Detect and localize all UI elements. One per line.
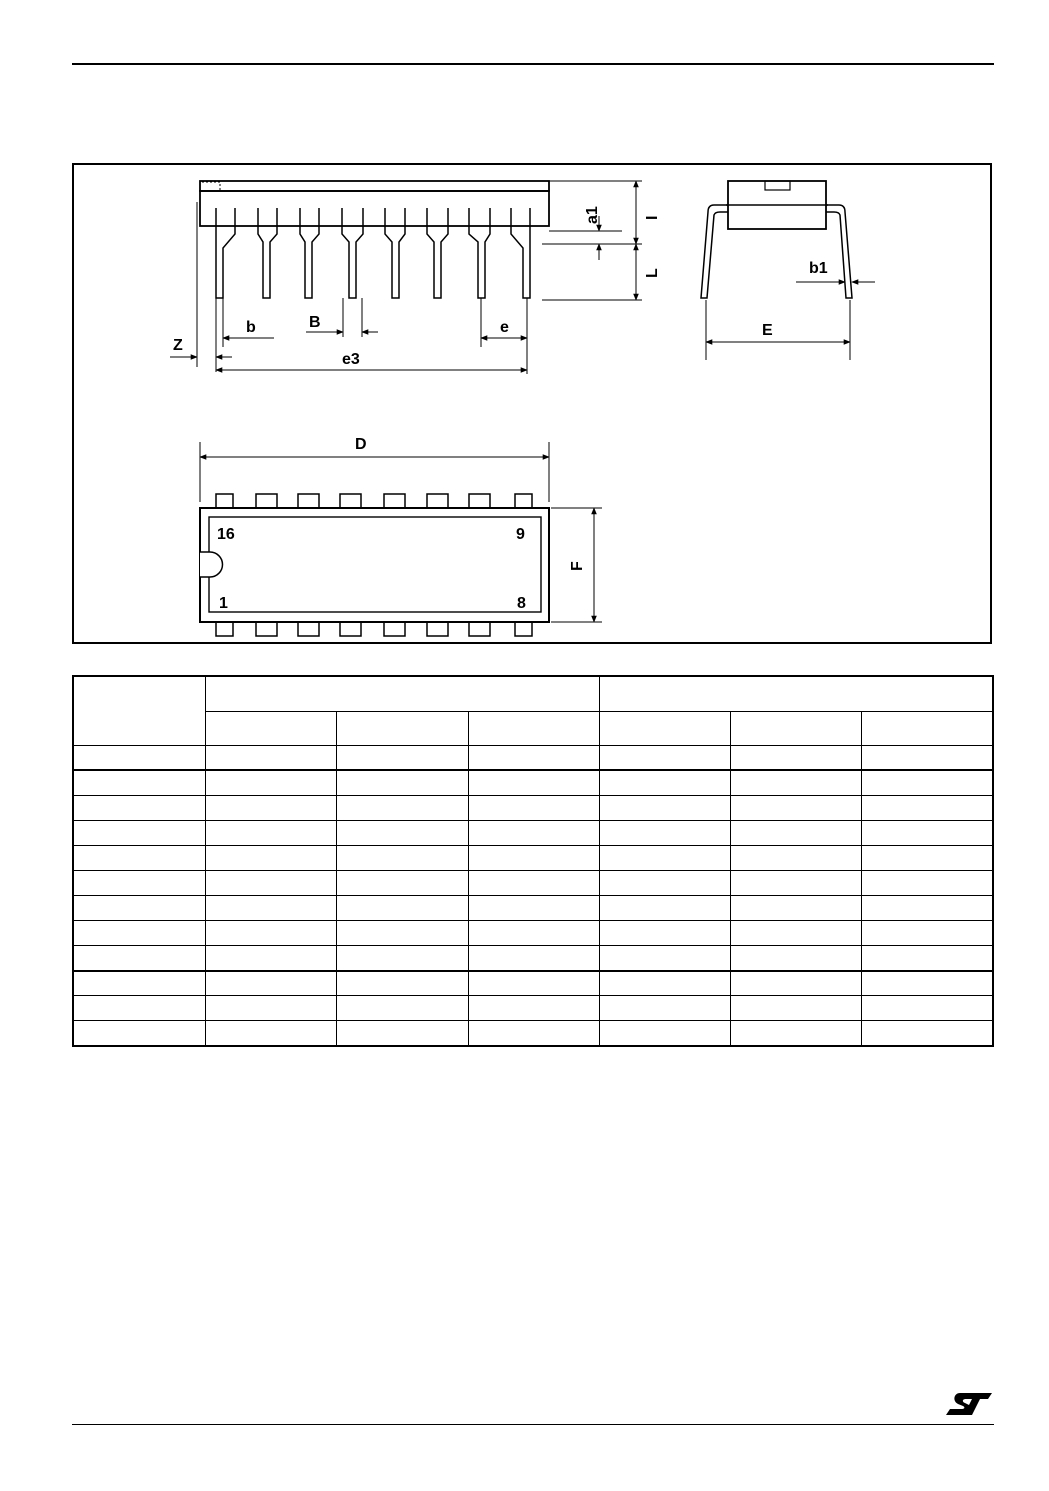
dim-symbol-cell bbox=[73, 896, 206, 921]
dim-label-b: b bbox=[246, 319, 256, 336]
dim-symbol-cell bbox=[73, 996, 206, 1021]
dim-value-cell bbox=[468, 921, 599, 946]
pin-label-9: 9 bbox=[516, 526, 525, 543]
dim-value-cell bbox=[862, 946, 993, 971]
dim-value-cell bbox=[206, 946, 337, 971]
sub-header bbox=[862, 711, 993, 745]
dim-value-cell bbox=[731, 845, 862, 870]
dim-symbol-cell bbox=[73, 1021, 206, 1046]
sub-header bbox=[337, 711, 468, 745]
dim-value-cell bbox=[731, 896, 862, 921]
dim-value-cell bbox=[206, 896, 337, 921]
dim-value-cell bbox=[862, 795, 993, 820]
dim-value-cell bbox=[599, 996, 730, 1021]
dim-label-e-width: E bbox=[762, 322, 773, 339]
table-row bbox=[73, 845, 993, 870]
dim-label-z: Z bbox=[173, 337, 183, 354]
dim-value-cell bbox=[468, 870, 599, 895]
group-header-inch bbox=[599, 676, 993, 711]
dim-value-cell bbox=[468, 770, 599, 795]
dim-value-cell bbox=[337, 770, 468, 795]
dim-value-cell bbox=[599, 870, 730, 895]
dim-symbol-cell bbox=[73, 921, 206, 946]
dim-value-cell bbox=[731, 870, 862, 895]
dim-value-cell bbox=[337, 870, 468, 895]
dim-value-cell bbox=[731, 1021, 862, 1046]
table-row bbox=[73, 795, 993, 820]
sub-header bbox=[731, 711, 862, 745]
dim-value-cell bbox=[337, 820, 468, 845]
dim-symbol-cell bbox=[73, 795, 206, 820]
table-row bbox=[73, 820, 993, 845]
dim-symbol-cell bbox=[73, 845, 206, 870]
dim-value-cell bbox=[731, 745, 862, 770]
dim-value-cell bbox=[337, 1021, 468, 1046]
dim-value-cell bbox=[862, 896, 993, 921]
dim-value-cell bbox=[337, 795, 468, 820]
dim-value-cell bbox=[731, 820, 862, 845]
dim-value-cell bbox=[468, 996, 599, 1021]
dim-value-cell bbox=[206, 971, 337, 996]
dim-label-l: L bbox=[644, 268, 661, 278]
dim-value-cell bbox=[468, 896, 599, 921]
dim-symbol-cell bbox=[73, 870, 206, 895]
end-view bbox=[701, 181, 875, 360]
st-logo-icon bbox=[944, 1391, 994, 1417]
group-header-mm bbox=[206, 676, 600, 711]
pin-label-1: 1 bbox=[219, 595, 228, 612]
dim-value-cell bbox=[206, 770, 337, 795]
table-row bbox=[73, 1021, 993, 1046]
table-body bbox=[73, 745, 993, 1046]
dim-value-cell bbox=[468, 946, 599, 971]
package-drawing-svg bbox=[2, 2, 1049, 702]
table-row bbox=[73, 896, 993, 921]
footer-rule bbox=[72, 1424, 994, 1425]
dim-value-cell bbox=[599, 745, 730, 770]
dim-value-cell bbox=[599, 1021, 730, 1046]
dim-label-f: F bbox=[569, 561, 586, 571]
dim-value-cell bbox=[206, 795, 337, 820]
dim-value-cell bbox=[862, 996, 993, 1021]
dim-label-e3: e3 bbox=[342, 351, 360, 368]
table-row bbox=[73, 770, 993, 795]
dim-value-cell bbox=[468, 1021, 599, 1046]
dim-symbol-cell bbox=[73, 770, 206, 795]
dim-value-cell bbox=[599, 820, 730, 845]
dim-value-cell bbox=[599, 946, 730, 971]
dim-header-cell bbox=[73, 676, 206, 745]
table-row bbox=[73, 921, 993, 946]
dim-label-b1: b1 bbox=[809, 260, 828, 277]
dim-value-cell bbox=[206, 1021, 337, 1046]
dim-label-a1: a1 bbox=[584, 206, 601, 224]
pin-label-8: 8 bbox=[517, 595, 526, 612]
dim-symbol-cell bbox=[73, 745, 206, 770]
dim-value-cell bbox=[468, 745, 599, 770]
dim-value-cell bbox=[206, 921, 337, 946]
table-row bbox=[73, 870, 993, 895]
dim-symbol-cell bbox=[73, 971, 206, 996]
dim-value-cell bbox=[862, 921, 993, 946]
dim-value-cell bbox=[599, 896, 730, 921]
dim-value-cell bbox=[599, 845, 730, 870]
dim-value-cell bbox=[206, 996, 337, 1021]
dim-value-cell bbox=[731, 921, 862, 946]
dim-value-cell bbox=[468, 971, 599, 996]
dim-label-e: e bbox=[500, 319, 509, 336]
sub-header bbox=[206, 711, 337, 745]
dim-value-cell bbox=[599, 971, 730, 996]
dim-value-cell bbox=[862, 971, 993, 996]
dim-value-cell bbox=[337, 921, 468, 946]
table-row bbox=[73, 971, 993, 996]
dim-symbol-cell bbox=[73, 820, 206, 845]
sub-header bbox=[599, 711, 730, 745]
dim-value-cell bbox=[468, 795, 599, 820]
dim-value-cell bbox=[337, 971, 468, 996]
dim-label-i: I bbox=[644, 215, 661, 220]
dim-value-cell bbox=[862, 1021, 993, 1046]
pin-label-16: 16 bbox=[217, 526, 235, 543]
dim-value-cell bbox=[862, 820, 993, 845]
dim-symbol-cell bbox=[73, 946, 206, 971]
dim-value-cell bbox=[599, 921, 730, 946]
dim-value-cell bbox=[862, 770, 993, 795]
dim-value-cell bbox=[337, 896, 468, 921]
dim-value-cell bbox=[731, 795, 862, 820]
dim-value-cell bbox=[862, 745, 993, 770]
dim-value-cell bbox=[731, 770, 862, 795]
dim-value-cell bbox=[206, 745, 337, 770]
dim-value-cell bbox=[731, 946, 862, 971]
dim-value-cell bbox=[599, 795, 730, 820]
top-view bbox=[200, 442, 602, 636]
dim-value-cell bbox=[206, 820, 337, 845]
dim-value-cell bbox=[862, 845, 993, 870]
dim-value-cell bbox=[862, 870, 993, 895]
table-row bbox=[73, 996, 993, 1021]
side-view bbox=[170, 181, 642, 374]
dim-value-cell bbox=[337, 745, 468, 770]
dim-label-d: D bbox=[355, 436, 367, 453]
dim-value-cell bbox=[599, 770, 730, 795]
dimensions-table bbox=[72, 675, 994, 1047]
dim-value-cell bbox=[468, 820, 599, 845]
package-outline-drawing bbox=[72, 163, 992, 644]
table-row bbox=[73, 946, 993, 971]
dim-value-cell bbox=[206, 845, 337, 870]
dim-value-cell bbox=[731, 971, 862, 996]
dim-value-cell bbox=[468, 845, 599, 870]
dim-value-cell bbox=[337, 946, 468, 971]
sub-header bbox=[468, 711, 599, 745]
table-row bbox=[73, 745, 993, 770]
dim-value-cell bbox=[337, 845, 468, 870]
dim-value-cell bbox=[337, 996, 468, 1021]
dim-value-cell bbox=[206, 870, 337, 895]
dim-label-b-upper: B bbox=[309, 314, 321, 331]
dim-value-cell bbox=[731, 996, 862, 1021]
